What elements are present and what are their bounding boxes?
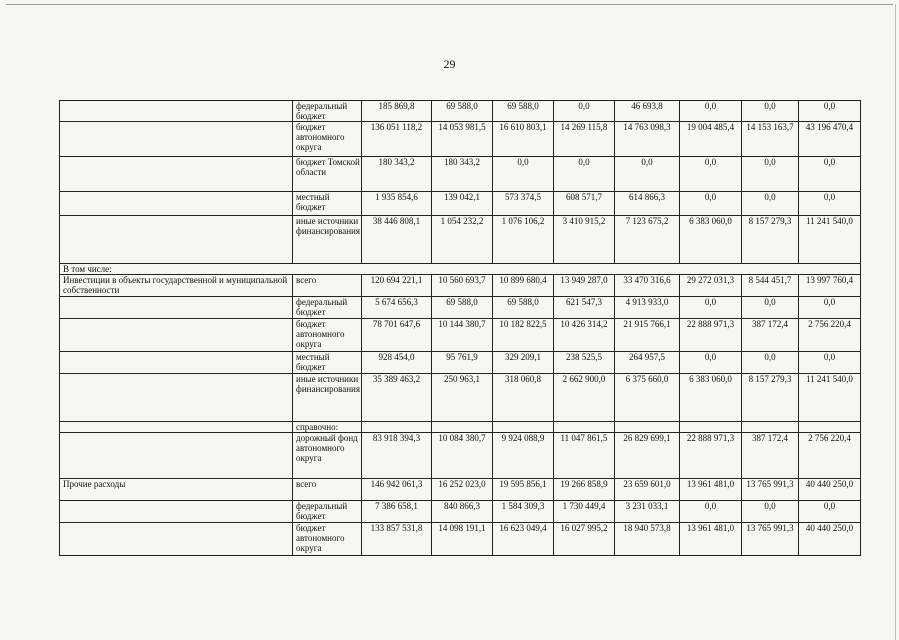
year-value-cell: 22 888 971,3 — [679, 433, 741, 479]
page-number: 29 — [443, 57, 456, 71]
year-value-cell: 9 924 088,9 — [492, 433, 553, 479]
total-value-cell: 5 674 656,3 — [361, 297, 431, 319]
funding-source-cell: всего — [293, 275, 362, 297]
expense-category-cell — [60, 319, 293, 352]
year-value-cell — [553, 422, 614, 433]
year-value-cell: 11 047 861,5 — [553, 433, 614, 479]
year-value-cell: 22 888 971,3 — [679, 319, 741, 352]
year-value-cell: 13 765 991,3 — [741, 523, 798, 556]
year-value-cell — [798, 422, 860, 433]
year-value-cell: 318 060,8 — [492, 374, 553, 422]
year-value-cell: 0,0 — [614, 157, 679, 192]
year-value-cell: 14 153 163,7 — [741, 122, 798, 157]
total-value-cell: 7 386 658,1 — [361, 501, 431, 523]
expense-category-cell — [60, 216, 293, 264]
table-row — [60, 352, 861, 374]
year-value-cell: 13 997 760,4 — [798, 275, 860, 297]
year-value-cell: 0,0 — [679, 297, 741, 319]
budget-table — [59, 100, 861, 556]
table-row — [60, 216, 861, 264]
total-value-cell: 146 942 061,3 — [361, 479, 431, 501]
year-value-cell: 139 042,1 — [431, 192, 492, 216]
total-value-cell: 38 446 808,1 — [361, 216, 431, 264]
year-value-cell: 238 525,5 — [553, 352, 614, 374]
year-value-cell: 95 761,9 — [431, 352, 492, 374]
expense-category-cell — [60, 501, 293, 523]
year-value-cell: 0,0 — [741, 352, 798, 374]
year-value-cell: 0,0 — [679, 352, 741, 374]
total-value-cell: 136 051 118,2 — [361, 122, 431, 157]
total-value-cell: 78 701 647,6 — [361, 319, 431, 352]
funding-source-cell: иные источники финансирования — [293, 374, 362, 422]
year-value-cell: 2 662 900,0 — [553, 374, 614, 422]
year-value-cell: 11 241 540,0 — [798, 216, 860, 264]
scan-right-edge — [895, 4, 896, 640]
year-value-cell: 1 054 232,2 — [431, 216, 492, 264]
table-row — [60, 422, 861, 433]
year-value-cell: 0,0 — [679, 192, 741, 216]
year-value-cell: 7 123 675,2 — [614, 216, 679, 264]
total-value-cell: 133 857 531,8 — [361, 523, 431, 556]
funding-source-cell: бюджет автономного округа — [293, 122, 362, 157]
year-value-cell: 14 269 115,8 — [553, 122, 614, 157]
year-value-cell: 1 076 106,2 — [492, 216, 553, 264]
year-value-cell — [679, 422, 741, 433]
year-value-cell: 10 560 693,7 — [431, 275, 492, 297]
year-value-cell: 26 829 699,1 — [614, 433, 679, 479]
table-row — [60, 275, 861, 297]
year-value-cell: 329 209,1 — [492, 352, 553, 374]
year-value-cell — [741, 422, 798, 433]
year-value-cell: 0,0 — [741, 101, 798, 122]
funding-source-cell: федеральный бюджет — [293, 101, 362, 122]
year-value-cell: 11 241 540,0 — [798, 374, 860, 422]
year-value-cell: 0,0 — [798, 501, 860, 523]
year-value-cell: 16 623 049,4 — [492, 523, 553, 556]
year-value-cell: 14 763 098,3 — [614, 122, 679, 157]
expense-category-cell — [60, 192, 293, 216]
year-value-cell: 21 915 766,1 — [614, 319, 679, 352]
scan-top-edge — [6, 4, 893, 5]
funding-source-cell: бюджет Томской области — [293, 157, 362, 192]
year-value-cell: 614 866,3 — [614, 192, 679, 216]
year-value-cell: 0,0 — [798, 101, 860, 122]
expense-category-cell: Инвестиции в объекты государственной и муниципальной собственности — [60, 275, 293, 297]
year-value-cell: 3 410 915,2 — [553, 216, 614, 264]
total-value-cell: 120 694 221,1 — [361, 275, 431, 297]
expense-category-cell — [60, 433, 293, 479]
expense-category-cell — [60, 122, 293, 157]
total-value-cell — [361, 422, 431, 433]
year-value-cell: 180 343,2 — [431, 157, 492, 192]
year-value-cell: 18 940 573,8 — [614, 523, 679, 556]
year-value-cell: 40 440 250,0 — [798, 479, 860, 501]
year-value-cell: 0,0 — [553, 101, 614, 122]
year-value-cell: 0,0 — [679, 101, 741, 122]
year-value-cell: 264 957,5 — [614, 352, 679, 374]
table-row — [60, 479, 861, 501]
total-value-cell: 1 935 854,6 — [361, 192, 431, 216]
year-value-cell: 10 144 380,7 — [431, 319, 492, 352]
year-value-cell — [614, 422, 679, 433]
year-value-cell: 250 963,1 — [431, 374, 492, 422]
year-value-cell: 40 440 250,0 — [798, 523, 860, 556]
year-value-cell — [492, 422, 553, 433]
table-row — [60, 192, 861, 216]
year-value-cell: 19 004 485,4 — [679, 122, 741, 157]
total-value-cell: 185 869,8 — [361, 101, 431, 122]
year-value-cell: 0,0 — [741, 192, 798, 216]
year-value-cell: 387 172,4 — [741, 433, 798, 479]
year-value-cell: 1 730 449,4 — [553, 501, 614, 523]
total-value-cell: 928 454,0 — [361, 352, 431, 374]
year-value-cell: 13 961 481,0 — [679, 479, 741, 501]
year-value-cell: 0,0 — [798, 192, 860, 216]
year-value-cell: 29 272 031,3 — [679, 275, 741, 297]
table-row — [60, 523, 861, 556]
year-value-cell: 14 053 981,5 — [431, 122, 492, 157]
year-value-cell: 4 913 933,0 — [614, 297, 679, 319]
year-value-cell: 10 426 314,2 — [553, 319, 614, 352]
year-value-cell: 6 383 060,0 — [679, 374, 741, 422]
year-value-cell: 0,0 — [741, 501, 798, 523]
table-row — [60, 319, 861, 352]
year-value-cell: 13 961 481,0 — [679, 523, 741, 556]
year-value-cell: 0,0 — [798, 352, 860, 374]
expense-category-cell — [60, 523, 293, 556]
expense-category-cell — [60, 352, 293, 374]
funding-source-cell: всего — [293, 479, 362, 501]
year-value-cell: 2 756 220,4 — [798, 319, 860, 352]
expense-category-cell — [60, 422, 293, 433]
year-value-cell: 33 470 316,6 — [614, 275, 679, 297]
year-value-cell: 3 231 033,1 — [614, 501, 679, 523]
table-row — [60, 433, 861, 479]
budget-table-body — [60, 101, 861, 556]
funding-source-cell: справочно: — [293, 422, 362, 433]
year-value-cell: 69 588,0 — [492, 297, 553, 319]
year-value-cell: 6 375 660,0 — [614, 374, 679, 422]
section-caption: В том числе: — [60, 264, 861, 275]
funding-source-cell: иные источники финансирования — [293, 216, 362, 264]
total-value-cell: 35 389 463,2 — [361, 374, 431, 422]
year-value-cell: 0,0 — [741, 297, 798, 319]
year-value-cell: 69 588,0 — [431, 101, 492, 122]
expense-category-cell — [60, 101, 293, 122]
year-value-cell: 0,0 — [492, 157, 553, 192]
funding-source-cell: местный бюджет — [293, 192, 362, 216]
funding-source-cell: бюджет автономного округа — [293, 523, 362, 556]
year-value-cell: 14 098 191,1 — [431, 523, 492, 556]
funding-source-cell: дорожный фонд автономного округа — [293, 433, 362, 479]
table-row — [60, 374, 861, 422]
year-value-cell: 69 588,0 — [431, 297, 492, 319]
year-value-cell: 0,0 — [798, 297, 860, 319]
table-row — [60, 101, 861, 122]
year-value-cell: 69 588,0 — [492, 101, 553, 122]
year-value-cell: 23 659 601,0 — [614, 479, 679, 501]
year-value-cell: 16 027 995,2 — [553, 523, 614, 556]
table-row — [60, 297, 861, 319]
year-value-cell: 8 157 279,3 — [741, 374, 798, 422]
expense-category-cell — [60, 297, 293, 319]
year-value-cell: 1 584 309,3 — [492, 501, 553, 523]
year-value-cell: 621 547,3 — [553, 297, 614, 319]
expense-category-cell: Прочие расходы — [60, 479, 293, 501]
year-value-cell: 387 172,4 — [741, 319, 798, 352]
table-row — [60, 264, 861, 275]
table-row — [60, 157, 861, 192]
year-value-cell: 0,0 — [553, 157, 614, 192]
total-value-cell: 83 918 394,3 — [361, 433, 431, 479]
table-row — [60, 501, 861, 523]
funding-source-cell: федеральный бюджет — [293, 501, 362, 523]
year-value-cell: 13 949 287,0 — [553, 275, 614, 297]
year-value-cell: 0,0 — [798, 157, 860, 192]
expense-category-cell — [60, 157, 293, 192]
year-value-cell: 10 084 380,7 — [431, 433, 492, 479]
year-value-cell: 0,0 — [741, 157, 798, 192]
funding-source-cell: местный бюджет — [293, 352, 362, 374]
total-value-cell: 180 343,2 — [361, 157, 431, 192]
year-value-cell: 8 544 451,7 — [741, 275, 798, 297]
year-value-cell: 10 899 680,4 — [492, 275, 553, 297]
year-value-cell: 2 756 220,4 — [798, 433, 860, 479]
funding-source-cell: бюджет автономного округа — [293, 319, 362, 352]
expense-category-cell — [60, 374, 293, 422]
year-value-cell: 19 266 858,9 — [553, 479, 614, 501]
year-value-cell: 8 157 279,3 — [741, 216, 798, 264]
year-value-cell: 13 765 991,3 — [741, 479, 798, 501]
year-value-cell: 10 182 822,5 — [492, 319, 553, 352]
year-value-cell: 16 610 803,1 — [492, 122, 553, 157]
year-value-cell: 840 866,3 — [431, 501, 492, 523]
year-value-cell: 608 571,7 — [553, 192, 614, 216]
year-value-cell: 573 374,5 — [492, 192, 553, 216]
year-value-cell: 6 383 060,0 — [679, 216, 741, 264]
funding-source-cell: федеральный бюджет — [293, 297, 362, 319]
year-value-cell: 0,0 — [679, 501, 741, 523]
year-value-cell: 46 693,8 — [614, 101, 679, 122]
year-value-cell — [431, 422, 492, 433]
year-value-cell: 19 595 856,1 — [492, 479, 553, 501]
year-value-cell: 16 252 023,0 — [431, 479, 492, 501]
table-row — [60, 122, 861, 157]
year-value-cell: 0,0 — [679, 157, 741, 192]
year-value-cell: 43 196 470,4 — [798, 122, 860, 157]
